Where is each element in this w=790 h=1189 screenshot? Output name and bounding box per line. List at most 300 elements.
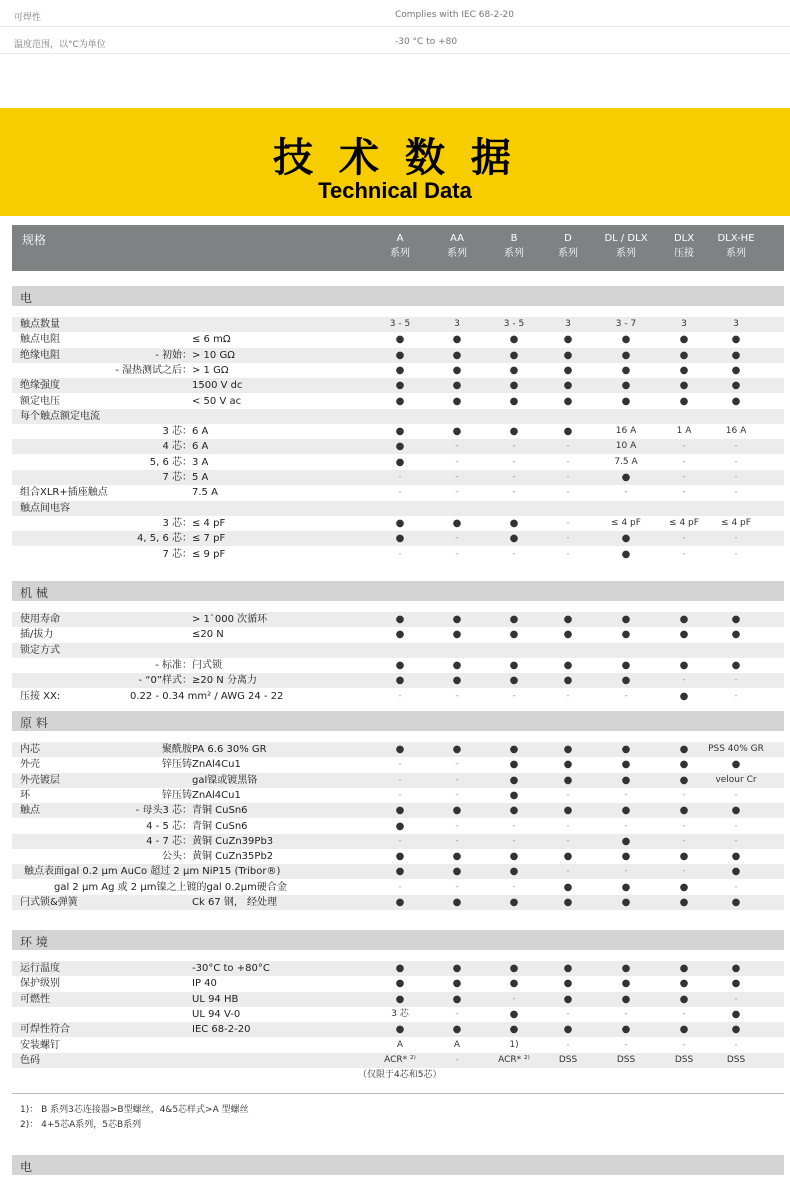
spec-row [12, 773, 784, 788]
series-value: ● [563, 963, 573, 974]
section-title: 电 [20, 291, 33, 305]
spec-row [12, 803, 784, 818]
series-value: ● [509, 897, 519, 908]
series-value: - [455, 774, 459, 785]
series-value: ● [452, 614, 462, 625]
spec-top-row [0, 4, 790, 27]
series-value: ● [621, 963, 631, 974]
series-value: - [455, 548, 459, 559]
row-spec-value: 青铜 CuSn6 [192, 820, 248, 832]
row-label: 压接 XX: [20, 690, 61, 702]
series-value: ● [509, 805, 519, 817]
series-value: ● [679, 690, 689, 702]
series-value: ≤ 4 pF [611, 517, 641, 528]
series-value: ● [731, 759, 741, 771]
spec-row [12, 394, 784, 409]
series-value: - [734, 1039, 738, 1050]
series-value: ● [509, 963, 519, 974]
series-value: ● [563, 881, 573, 893]
spec-row [12, 409, 784, 424]
spec-row [12, 673, 784, 688]
row-spec-value: > 10 GΩ [192, 349, 235, 361]
series-value: ● [679, 805, 689, 817]
series-value: ● [509, 533, 519, 545]
series-value: ● [395, 963, 405, 974]
column-name: D [564, 233, 572, 244]
series-value: ● [731, 629, 741, 641]
series-value: - [734, 533, 738, 544]
row-spec-value: ≤ 7 pF [192, 533, 226, 545]
series-value: - [566, 1039, 570, 1050]
spec-row [12, 612, 784, 627]
series-value: 3 [681, 319, 687, 329]
series-value: - [566, 441, 570, 452]
row-spec-value: IEC 68-2-20 [192, 1024, 251, 1036]
series-value: 16 A [615, 426, 637, 437]
spec-row [12, 455, 784, 470]
series-value: ● [563, 629, 573, 641]
series-value: ● [679, 395, 689, 407]
series-value: - [682, 456, 686, 467]
series-value: DSS [674, 1054, 694, 1065]
series-value: - [566, 548, 570, 559]
series-value: ● [679, 349, 689, 361]
series-value: ● [452, 744, 462, 755]
series-value: ● [452, 517, 462, 529]
section-header [12, 581, 784, 601]
series-value: ● [621, 395, 631, 407]
series-value: ● [563, 659, 573, 671]
series-value: ● [509, 851, 519, 863]
row-sublabel: - 标准： [155, 659, 192, 671]
series-value: ● [621, 835, 631, 847]
series-value: ● [509, 517, 519, 529]
series-value: - [566, 690, 570, 701]
series-value: ● [563, 614, 573, 625]
series-value: velour Cr [715, 774, 757, 785]
section-header [12, 1155, 784, 1175]
spec-row [12, 961, 784, 976]
row-label: 运行温度 [20, 963, 60, 974]
series-value: - [512, 835, 516, 846]
series-value: A [396, 1039, 404, 1050]
section-title: 机 械 [20, 586, 48, 600]
series-value: - [734, 789, 738, 800]
series-value: 3 [565, 319, 571, 329]
row-label: 安装螺钉 [20, 1039, 60, 1051]
column-name: DLX [673, 233, 695, 244]
series-value: ● [395, 533, 405, 545]
series-value: - [398, 487, 402, 498]
series-value: - [398, 690, 402, 701]
series-value: ● [395, 897, 405, 908]
series-value: - [455, 881, 459, 892]
row-sublabel: 锌压铸 [162, 789, 192, 801]
series-value: - [398, 789, 402, 800]
series-value: ● [563, 774, 573, 786]
series-value: ● [621, 548, 631, 560]
spec-row [12, 1053, 784, 1068]
series-value: A [453, 1039, 461, 1050]
series-value: ● [509, 1024, 519, 1036]
series-value: 3 芯 [391, 1008, 409, 1019]
series-value: ● [563, 1024, 573, 1036]
row-label: 闩式锁&弹簧 [20, 897, 78, 908]
spec-row [12, 439, 784, 454]
row-label: 绝缘强度 [20, 380, 60, 392]
column-name: B [510, 233, 518, 244]
column-sub: 压接 [674, 248, 694, 259]
series-value: - [455, 441, 459, 452]
series-value: - [566, 533, 570, 544]
row-spec-value: 6 A [192, 426, 209, 438]
series-value: ● [679, 963, 689, 974]
series-value: ● [621, 614, 631, 625]
series-value: ● [563, 897, 573, 908]
series-value: - [682, 835, 686, 846]
row-sublabel: - 湿热测试之后： [115, 364, 192, 376]
series-value: ● [621, 472, 631, 483]
series-value: - [398, 759, 402, 770]
column-name: DL / DLX [604, 233, 648, 244]
row-spec-value: 1500 V dc [192, 380, 243, 392]
row-spec-value: 闩式锁 [192, 659, 222, 671]
series-value: - [624, 487, 628, 498]
spec-row [12, 819, 784, 834]
spec-row [12, 742, 784, 757]
row-spec-value: -30°C to +80°C [192, 963, 270, 974]
column-name: DLX-HE [717, 233, 755, 244]
title-chinese: 技 术 数 据 [273, 135, 517, 181]
series-value: 3 - 5 [389, 319, 411, 329]
series-value: ● [731, 395, 741, 407]
series-value: ● [679, 993, 689, 1005]
series-value: ● [452, 349, 462, 361]
series-value: ● [452, 364, 462, 376]
series-value: ● [621, 759, 631, 771]
series-value: - [734, 487, 738, 498]
row-label: 色码 [20, 1054, 40, 1066]
spec-row [12, 378, 784, 393]
row-sublabel: 4, 5, 6 芯： [137, 533, 192, 545]
column-sub: 系列 [447, 248, 467, 259]
row-label: 外壳镀层 [20, 774, 60, 786]
series-value: - [734, 548, 738, 559]
row-sublabel: 4 - 7 芯： [146, 835, 192, 847]
row-label: 触点 [20, 805, 40, 817]
row-spec-value: Ck 67 钢， 经处理 [192, 897, 278, 908]
series-value: ● [731, 1008, 741, 1020]
series-value: ● [679, 978, 689, 990]
row-sublabel: 4 芯： [162, 441, 192, 453]
series-value: ● [731, 897, 741, 908]
spec-row [12, 332, 784, 347]
series-value: - [512, 993, 516, 1004]
series-value: - [398, 774, 402, 785]
series-value: ● [563, 334, 573, 346]
series-value: ● [621, 851, 631, 863]
series-value: ● [395, 441, 405, 453]
series-value: ● [731, 380, 741, 392]
spec-row [12, 658, 784, 673]
row-spec-value: 黄铜 CuZn35Pb2 [192, 851, 274, 863]
series-value: ● [452, 629, 462, 641]
series-value: - [682, 533, 686, 544]
series-value: - [682, 1008, 686, 1019]
row-label: 外壳 [20, 759, 40, 771]
series-value: ● [563, 426, 573, 438]
row-label: 触点数量 [20, 319, 60, 330]
row-label: 绝缘电阻 [20, 349, 60, 361]
series-value: ● [621, 629, 631, 641]
series-value: ● [679, 1024, 689, 1036]
footnote: 2)： 4+5芯A系列，5芯B系列 [20, 1120, 142, 1130]
row-spec-value: UL 94 V-0 [192, 1008, 241, 1020]
series-value: ● [731, 866, 741, 878]
series-value: ● [679, 659, 689, 671]
series-value: - [682, 548, 686, 559]
series-value: ● [679, 897, 689, 908]
series-value: ● [621, 805, 631, 817]
series-value: ● [621, 349, 631, 361]
series-value: ● [395, 805, 405, 817]
section-header [12, 930, 784, 950]
series-value: - [734, 675, 738, 686]
series-value: - [512, 881, 516, 892]
series-value: - [682, 675, 686, 686]
row-label: 插/拔力 [20, 629, 54, 641]
series-value: ● [731, 349, 741, 361]
row-label: 触点电阻 [20, 334, 60, 346]
series-value: - [455, 1008, 459, 1019]
series-value: ● [452, 993, 462, 1005]
series-value: - [624, 1039, 628, 1050]
series-value: ● [395, 744, 405, 755]
row-spec-value: > 1 GΩ [192, 364, 229, 376]
series-value: - [566, 820, 570, 831]
series-value: - [455, 1054, 459, 1065]
series-value: ● [731, 978, 741, 990]
series-value: - [566, 472, 570, 482]
row-spec-value: 0.22 - 0.34 mm² / AWG 24 - 22 [130, 690, 284, 702]
column-sub: 系列 [726, 248, 746, 259]
row-label: 组合XLR+插座触点 [20, 487, 108, 499]
series-value: DSS [558, 1054, 578, 1065]
series-value: ● [679, 380, 689, 392]
spec-row [12, 895, 784, 910]
series-value: ● [395, 993, 405, 1005]
series-value: 3 [454, 319, 460, 329]
row-sublabel: 3 芯： [162, 426, 192, 438]
series-value: - [566, 1008, 570, 1019]
series-value: - [455, 690, 459, 701]
series-value: ● [563, 349, 573, 361]
series-value: ● [563, 851, 573, 863]
series-value: - [682, 441, 686, 452]
series-value: ● [395, 614, 405, 625]
series-value: - [566, 487, 570, 498]
spec-row [12, 849, 784, 864]
series-value: ● [563, 805, 573, 817]
series-value: ● [731, 963, 741, 974]
series-value: ● [452, 963, 462, 974]
series-value: ● [509, 744, 519, 755]
row-spec-value: PA 6.6 30% GR [192, 744, 267, 755]
row-label: 可燃性 [20, 993, 50, 1005]
spec-row [12, 348, 784, 363]
series-value: ● [731, 364, 741, 376]
row-spec-value: ≤ 9 pF [192, 548, 226, 560]
series-value: - [398, 881, 402, 892]
series-value: - [512, 820, 516, 831]
series-value: ● [452, 978, 462, 990]
series-value: ● [395, 675, 405, 687]
series-value: ● [563, 364, 573, 376]
spec-row [12, 976, 784, 991]
spec-row [12, 689, 784, 704]
series-value: ● [509, 866, 519, 878]
footnote: 1)： B 系列3芯连接器>B型螺丝，4&5芯样式>A 型螺丝 [20, 1105, 249, 1115]
series-value: ● [621, 364, 631, 376]
series-value: ● [509, 789, 519, 801]
spec-row [12, 1022, 784, 1037]
series-value: - [512, 548, 516, 559]
series-value: - [624, 1008, 628, 1019]
series-value: ● [509, 629, 519, 641]
section-title: 环 境 [20, 935, 48, 949]
series-value: 10 A [615, 441, 637, 452]
row-label: 额定电压 [20, 395, 60, 407]
series-value: ● [452, 866, 462, 878]
series-value: ACR* ²⁾ [498, 1054, 530, 1065]
series-value: ● [509, 978, 519, 990]
series-value: ● [395, 629, 405, 641]
series-value: - [734, 820, 738, 831]
series-value: ● [395, 349, 405, 361]
row-spec-value: < 50 V ac [192, 395, 242, 407]
series-value: 1 A [676, 426, 692, 437]
column-sub: 系列 [616, 248, 636, 259]
spec-row [12, 757, 784, 772]
series-value: - [455, 789, 459, 800]
series-value: - [734, 993, 738, 1004]
series-value: ● [395, 426, 405, 438]
row-sublabel: - 母头3 芯： [135, 805, 192, 817]
row-spec-value: ≤20 N [192, 629, 224, 641]
row-sublabel: 公头： [162, 851, 192, 863]
spec-row [12, 547, 784, 562]
row-spec-value: 5 A [192, 472, 209, 483]
spec-top-value: -30 °C to +80 [395, 37, 458, 47]
series-value: ● [509, 675, 519, 687]
series-value: ● [395, 866, 405, 878]
series-value: ● [731, 659, 741, 671]
series-value: - [455, 487, 459, 498]
series-value: - [512, 472, 516, 482]
series-value: ● [679, 629, 689, 641]
series-value: ● [452, 805, 462, 817]
series-value: - [455, 456, 459, 467]
series-value: ● [679, 759, 689, 771]
series-value: ● [395, 380, 405, 392]
series-value: - [512, 487, 516, 498]
series-value: ≤ 4 pF [669, 517, 699, 528]
title-banner [0, 108, 790, 216]
row-spec-value: ZnAl4Cu1 [192, 789, 241, 801]
series-value: - [682, 789, 686, 800]
series-value: ● [395, 334, 405, 346]
row-sublabel: 3 芯： [162, 517, 192, 529]
divider [12, 1093, 784, 1094]
series-value: ● [509, 349, 519, 361]
row-label: 环 [20, 789, 30, 801]
series-value: ● [679, 774, 689, 786]
section-title: 原 料 [20, 716, 48, 730]
row-label-wide: gal 2 μm Ag 或 2 μm镍之上镀的gal 0.2μm硬合金 [54, 881, 287, 893]
series-value: ≤ 4 pF [721, 517, 751, 528]
series-value: ● [509, 364, 519, 376]
series-value: ● [621, 897, 631, 908]
row-sublabel: 5, 6 芯： [149, 456, 192, 468]
series-value: ● [452, 851, 462, 863]
series-value: - [455, 472, 459, 482]
series-value: - [734, 441, 738, 452]
row-spec-value: 6 A [192, 441, 209, 453]
series-value: - [734, 472, 738, 482]
series-value: ● [395, 659, 405, 671]
series-value: ● [621, 774, 631, 786]
series-value: ● [563, 978, 573, 990]
series-value: ● [509, 395, 519, 407]
spec-row [12, 834, 784, 849]
series-value: 1) [509, 1039, 519, 1050]
series-value: - [682, 487, 686, 498]
series-value: ● [509, 659, 519, 671]
spec-top-label: 温度范围，以°C为单位 [14, 40, 106, 50]
series-value: - [455, 759, 459, 770]
series-value: - [682, 820, 686, 831]
spec-row [12, 1038, 784, 1053]
row-spec-value: 青铜 CuSn6 [192, 805, 248, 817]
series-value: ● [509, 759, 519, 771]
series-value: ● [395, 517, 405, 529]
row-spec-value: ≤ 4 pF [192, 517, 226, 529]
series-value: ● [395, 978, 405, 990]
series-value: ● [731, 805, 741, 817]
series-value: ● [621, 380, 631, 392]
series-value: ● [452, 1024, 462, 1036]
spec-row [12, 643, 784, 658]
series-value: ● [563, 744, 573, 755]
row-label: 锁定方式 [20, 644, 60, 656]
spec-row [12, 516, 784, 531]
series-value: ● [621, 675, 631, 687]
spec-row [12, 485, 784, 500]
column-header-6 [701, 231, 771, 261]
spec-row [12, 501, 784, 516]
series-value: ● [452, 426, 462, 438]
row-spec-value: ≥20 N 分离力 [192, 675, 257, 687]
series-value: ● [452, 659, 462, 671]
row-spec-value: IP 40 [192, 978, 217, 990]
series-value: - [455, 835, 459, 846]
series-value: DSS [616, 1054, 636, 1065]
series-value: ● [679, 744, 689, 755]
row-sublabel: 7 芯： [162, 548, 192, 560]
series-value: ● [452, 675, 462, 687]
series-value: ● [563, 759, 573, 771]
spec-row [12, 317, 784, 332]
